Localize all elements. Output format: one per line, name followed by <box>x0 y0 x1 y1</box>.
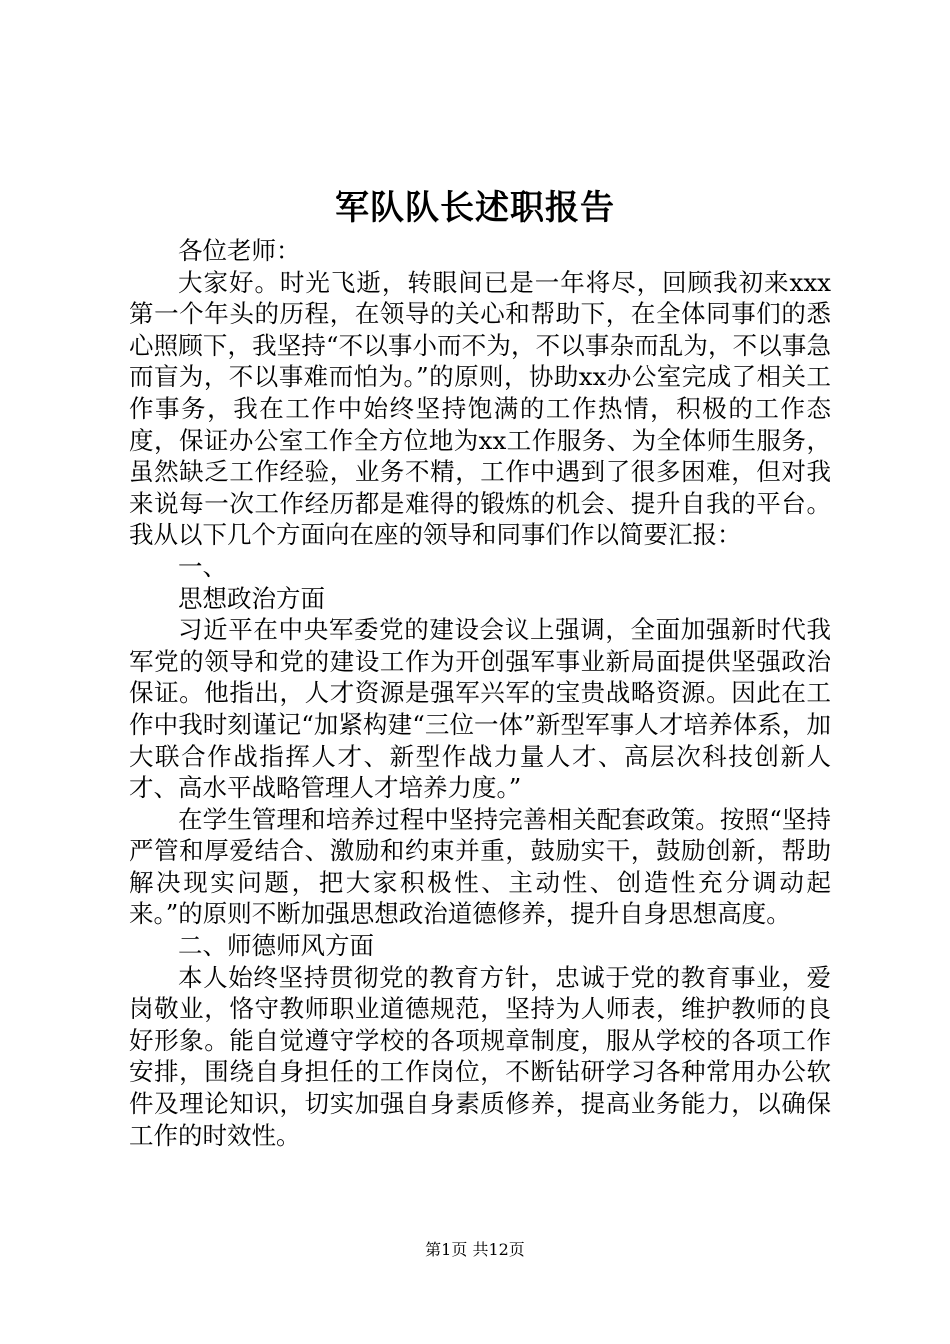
section-1-title: 思想政治方面 <box>178 583 325 613</box>
section-1-paragraph-1: 习近平在中央军委党的建设会议上强调，全面加强新时代我军党的领导和党的建设工作为开创强军事业新局面提供坚强政治保证。他指出，人才资源是强军兴军的宝贵战略资源。因此在工作中我时刻谨记“加紧构建“三位一体”新型军事人才培养体系，加大联合作战指挥人才、新型作战力量人才、高层次科技创新人才、高水平战略管理人才培养力度。” <box>129 615 831 803</box>
salutation: 各位老师： <box>178 236 301 265</box>
document-title: 军队队长述职报告 <box>335 188 615 228</box>
section-1-paragraph-2: 在学生管理和培养过程中坚持完善相关配套政策。按照“坚持严管和厚爱结合、激励和约束并重，鼓励实干，鼓励创新，帮助解决现实问题，把大家积极性、主动性、创造性充分调动起来。”的原则不断加强思想政治道德修养，提升自身思想高度。 <box>129 804 831 929</box>
section-2-heading: 二、师德师风方面 <box>178 931 374 961</box>
document-body <box>129 235 831 1151</box>
page-footer: 第1页 共12页 <box>425 1240 525 1259</box>
section-2-paragraph-1: 本人始终坚持贯彻党的教育方针，忠诚于党的教育事业，爱岗敬业，恪守教师职业道德规范，坚持为人师表，维护教师的良好形象。能自觉遵守学校的各项规章制度，服从学校的各项工作安排，围绕自身担任的工作岗位，不断钻研学习各种常用办公软件及理论知识，切实加强自身素质修养，提高业务能力，以确保工作的时效性。 <box>129 962 831 1150</box>
intro-paragraph: 大家好。时光飞逝，转眼间已是一年将尽，回顾我初来xxx第一个年头的历程，在领导的关心和帮助下，在全体同事们的悉心照顾下，我坚持“不以事小而不为，不以事杂而乱为，不以事急而盲为，不以事难而怕为。”的原则，协助xx办公室完成了相关工作事务，我在工作中始终坚持饱满的工作热情，积极的工作态度，保证办公室工作全方位地为xx工作服务、为全体师生服务，虽然缺乏工作经验，业务不精，工作中遇到了很多困难，但对我来说每一次工作经历都是难得的锻炼的机会、提升自我的平台。我从以下几个方面向在座的领导和同事们作以简要汇报： <box>129 267 831 550</box>
section-1-number: 一、 <box>178 551 227 581</box>
